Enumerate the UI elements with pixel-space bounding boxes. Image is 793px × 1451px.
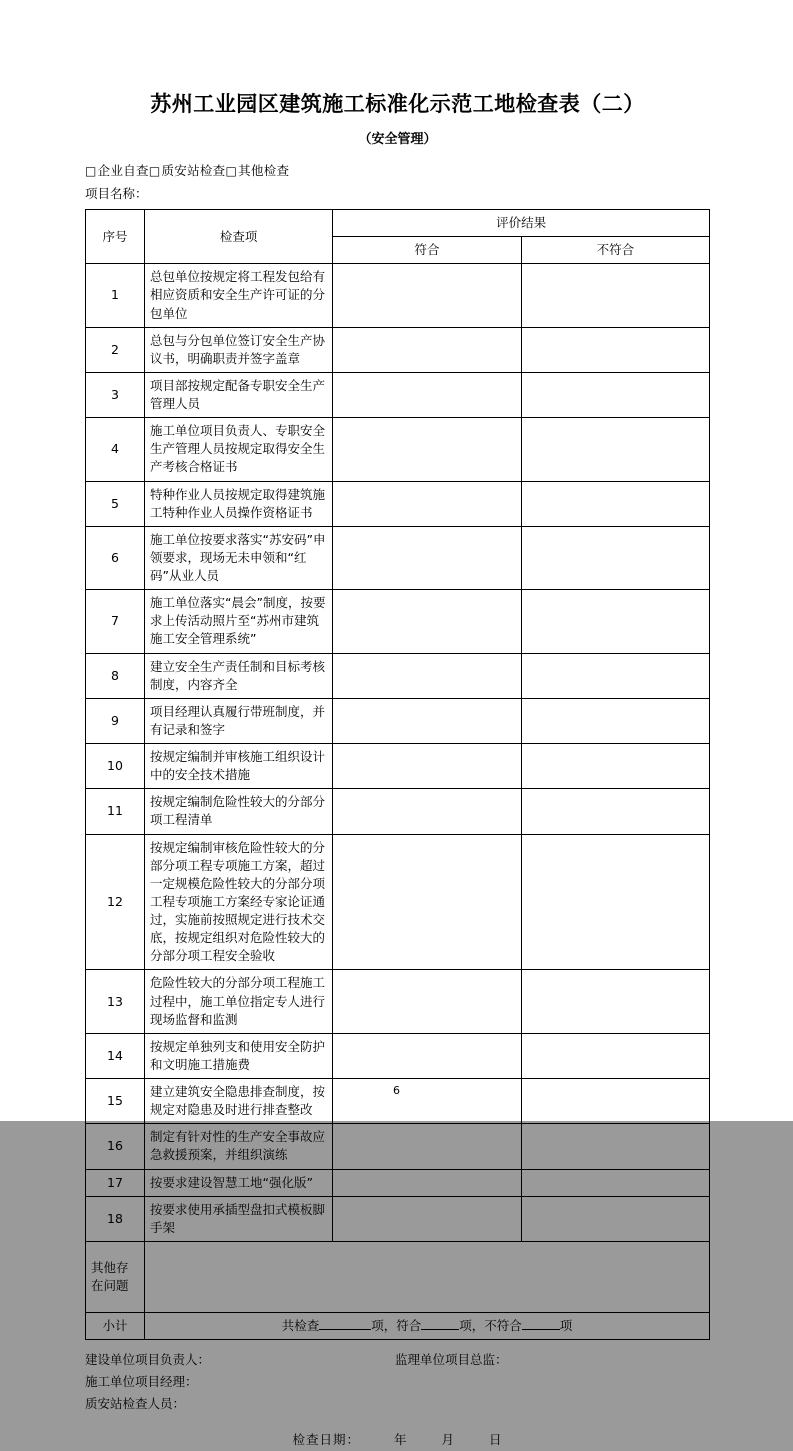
- row-no: 14: [86, 1033, 145, 1078]
- table-row: [86, 327, 710, 372]
- other-issues-value[interactable]: [145, 1241, 710, 1312]
- row-item: 施工单位按要求落实“苏安码”申领要求，现场无未申领和“红码”从业人员: [145, 526, 333, 589]
- row-fail-cell[interactable]: [521, 744, 709, 789]
- row-pass-cell[interactable]: [333, 372, 521, 417]
- row-item: 按规定单独列支和使用安全防护和文明施工措施费: [145, 1033, 333, 1078]
- row-fail-cell[interactable]: [521, 789, 709, 834]
- subtotal-cell[interactable]: [145, 1312, 710, 1339]
- other-issues-label: 其他存在问题: [86, 1241, 145, 1312]
- header-result: 评价结果: [333, 210, 710, 237]
- row-no: 10: [86, 744, 145, 789]
- row-no: 7: [86, 590, 145, 653]
- table-row: [86, 590, 710, 653]
- row-fail-cell[interactable]: [521, 970, 709, 1033]
- row-item: 总包与分包单位签订安全生产协议书，明确职责并签字盖章: [145, 327, 333, 372]
- table-row: [86, 264, 710, 327]
- supervision-unit-chief-label: 监理单位项目总监：: [395, 1352, 508, 1367]
- subtotal-mid1: 项，符合: [371, 1317, 422, 1333]
- table-row: [86, 1196, 710, 1241]
- row-item: 施工单位项目负责人、专职安全生产管理人员按规定取得安全生产考核合格证书: [145, 418, 333, 481]
- row-item: 按要求使用承插型盘扣式模板脚手架: [145, 1196, 333, 1241]
- table-row: [86, 1124, 710, 1169]
- row-fail-cell[interactable]: [521, 327, 709, 372]
- table-row: [86, 526, 710, 589]
- row-pass-cell[interactable]: [333, 834, 521, 970]
- row-item: 建立安全生产责任制和目标考核制度，内容齐全: [145, 653, 333, 698]
- signature-row-2: [85, 1371, 710, 1393]
- row-pass-cell[interactable]: [333, 1033, 521, 1078]
- row-pass-cell[interactable]: [333, 744, 521, 789]
- checkbox-self-inspection[interactable]: □: [85, 164, 97, 178]
- row-no: 4: [86, 418, 145, 481]
- row-no: 18: [86, 1196, 145, 1241]
- row-fail-cell[interactable]: [521, 698, 709, 743]
- row-fail-cell[interactable]: [521, 264, 709, 327]
- table-row: [86, 834, 710, 970]
- row-no: 16: [86, 1124, 145, 1169]
- table-row: [86, 1033, 710, 1078]
- row-no: 15: [86, 1079, 145, 1124]
- row-item: 按规定编制审核危险性较大的分部分项工程专项施工方案，超过一定规模危险性较大的分部分项工程专项施工方案经专家论证通过，实施前按照规定进行技术交底，按规定组织对危险性较大的分部分项工程安全验收: [145, 834, 333, 970]
- subtotal-prefix: 共检查: [281, 1317, 320, 1333]
- row-no: 9: [86, 698, 145, 743]
- header-fail: 不符合: [521, 237, 709, 264]
- table-row: [86, 1169, 710, 1196]
- row-item: 制定有针对性的生产安全事故应急救援预案，并组织演练: [145, 1124, 333, 1169]
- row-pass-cell[interactable]: [333, 481, 521, 526]
- row-pass-cell[interactable]: [333, 698, 521, 743]
- page-subtitle: （安全管理）: [358, 132, 437, 147]
- date-year-label: 年: [393, 1431, 408, 1447]
- subtotal-fail-blank[interactable]: [522, 1329, 560, 1330]
- row-no: 8: [86, 653, 145, 698]
- table-row: [86, 653, 710, 698]
- row-fail-cell[interactable]: [521, 1124, 709, 1169]
- subtotal-mid2: 项，不符合: [459, 1317, 522, 1333]
- row-fail-cell[interactable]: [521, 526, 709, 589]
- row-pass-cell[interactable]: [333, 590, 521, 653]
- check-type-label-1: 质安站检查: [161, 163, 226, 178]
- row-pass-cell[interactable]: [333, 789, 521, 834]
- table-row: [86, 698, 710, 743]
- page-number: 6: [393, 1084, 400, 1097]
- row-pass-cell[interactable]: [333, 418, 521, 481]
- subtotal-pass-blank[interactable]: [421, 1329, 459, 1330]
- row-fail-cell[interactable]: [521, 1196, 709, 1241]
- header-no: 序号: [86, 210, 145, 264]
- check-type-row: [85, 161, 710, 179]
- check-type-label-0: 企业自查: [97, 163, 149, 178]
- row-fail-cell[interactable]: [521, 1169, 709, 1196]
- row-no: 17: [86, 1169, 145, 1196]
- construction-unit-leader-label: 建设单位项目负责人：: [85, 1352, 211, 1367]
- row-item: 项目经理认真履行带班制度，并有记录和签字: [145, 698, 333, 743]
- inspection-table: [85, 209, 710, 1340]
- inspection-date-label: 检查日期：: [292, 1431, 360, 1447]
- table-row: [86, 372, 710, 417]
- row-no: 3: [86, 372, 145, 417]
- document-content: [85, 88, 710, 1451]
- subtotal-total-blank[interactable]: [319, 1329, 371, 1330]
- row-no: 12: [86, 834, 145, 970]
- date-month-label: 月: [441, 1431, 456, 1447]
- row-no: 11: [86, 789, 145, 834]
- row-item: 施工单位落实“晨会”制度，按要求上传活动照片至“苏州市建筑施工安全管理系统”: [145, 590, 333, 653]
- row-item: 建立建筑安全隐患排查制度，按规定对隐患及时进行排查整改: [145, 1079, 333, 1124]
- row-no: 5: [86, 481, 145, 526]
- row-item: 总包单位按规定将工程发包给有相应资质和安全生产许可证的分包单位: [145, 264, 333, 327]
- inspection-date-row: [85, 1429, 710, 1451]
- signature-row-3: [85, 1393, 710, 1415]
- date-day-label: 日: [489, 1431, 503, 1447]
- row-no: 2: [86, 327, 145, 372]
- subtotal-label: 小计: [86, 1312, 145, 1339]
- checkbox-other-inspection[interactable]: □: [225, 164, 238, 178]
- row-fail-cell[interactable]: [521, 590, 709, 653]
- row-fail-cell[interactable]: [521, 653, 709, 698]
- check-type-label-2: 其他检查: [238, 163, 290, 178]
- inspector-label: 质安站检查人员：: [85, 1395, 186, 1411]
- row-fail-cell[interactable]: [521, 418, 709, 481]
- header-item: 检查项: [145, 210, 333, 264]
- row-pass-cell[interactable]: [333, 327, 521, 372]
- signature-block: [85, 1349, 710, 1451]
- table-row: [86, 789, 710, 834]
- row-fail-cell[interactable]: [521, 372, 709, 417]
- table-row: [86, 418, 710, 481]
- row-pass-cell[interactable]: [333, 1169, 521, 1196]
- header-pass: 符合: [333, 237, 521, 264]
- row-fail-cell[interactable]: [521, 834, 709, 970]
- row-item: 项目部按规定配备专职安全生产管理人员: [145, 372, 333, 417]
- table-header-row-1: [86, 210, 710, 237]
- table-row: [86, 970, 710, 1033]
- row-item: 特种作业人员按规定取得建筑施工特种作业人员操作资格证书: [145, 481, 333, 526]
- subtotal-row: [86, 1312, 710, 1339]
- row-no: 6: [86, 526, 145, 589]
- row-fail-cell[interactable]: [521, 1033, 709, 1078]
- row-no: 13: [86, 970, 145, 1033]
- row-no: 1: [86, 264, 145, 327]
- row-item: 危险性较大的分部分项工程施工过程中，施工单位指定专人进行现场监督和监测: [145, 970, 333, 1033]
- row-item: 按要求建设智慧工地“强化版”: [145, 1169, 333, 1196]
- row-pass-cell[interactable]: [333, 1196, 521, 1241]
- row-pass-cell[interactable]: [333, 970, 521, 1033]
- row-pass-cell[interactable]: [333, 1124, 521, 1169]
- table-row: [86, 744, 710, 789]
- row-pass-cell[interactable]: [333, 526, 521, 589]
- signature-row-1: [85, 1349, 710, 1371]
- row-pass-cell[interactable]: [333, 653, 521, 698]
- table-row: [86, 481, 710, 526]
- row-pass-cell[interactable]: [333, 264, 521, 327]
- row-fail-cell[interactable]: [521, 481, 709, 526]
- other-issues-row: [86, 1241, 710, 1312]
- row-item: 按规定编制并审核施工组织设计中的安全技术措施: [145, 744, 333, 789]
- subtotal-suffix: 项: [559, 1317, 573, 1333]
- project-name-label: 项目名称：: [85, 186, 148, 201]
- row-item: 按规定编制危险性较大的分部分项工程清单: [145, 789, 333, 834]
- page-title: 苏州工业园区建筑施工标准化示范工地检查表（二）: [150, 91, 645, 116]
- checkbox-station-inspection[interactable]: □: [148, 164, 161, 178]
- project-manager-label: 施工单位项目经理：: [85, 1373, 198, 1389]
